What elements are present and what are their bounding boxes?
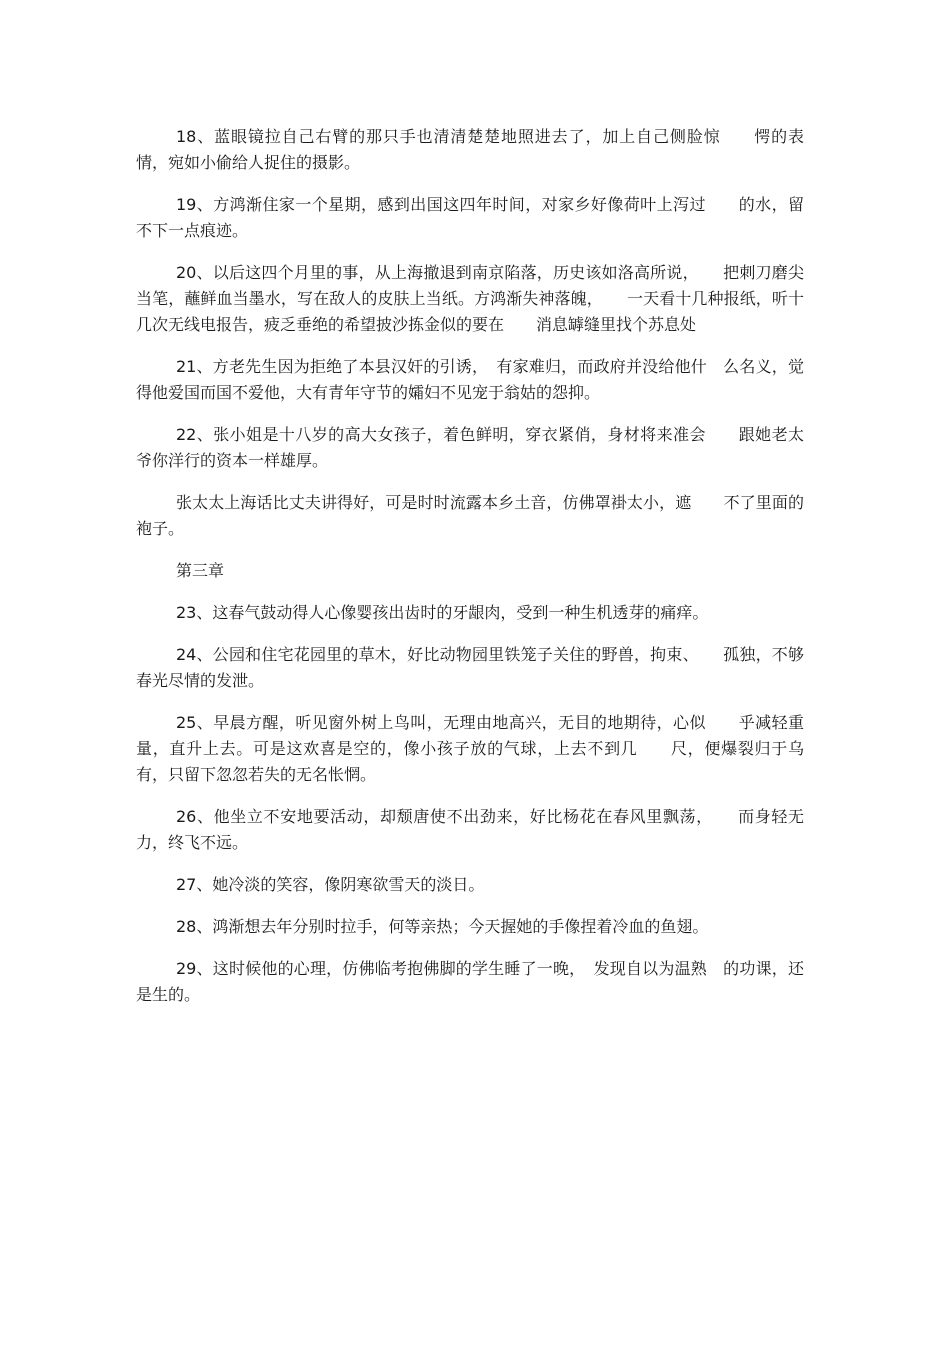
paragraph-23: 23、这春气鼓动得人心像婴孩出齿时的牙龈肉，受到一种生机透芽的痛痒。	[176, 603, 709, 622]
paragraph-18: 18、蓝眼镜拉自己右臂的那只手也清清楚楚地照进去了，加上自己侧脸惊 愕的表情，宛如小偷给人捉住的摄影。	[136, 127, 804, 172]
paragraph-22: 22、张小姐是十八岁的高大女孩子，着色鲜明，穿衣紧俏，身材将来准会 跟她老太爷你洋行的资本一样雄厚。	[136, 425, 804, 470]
paragraph-19: 19、方鸿渐住家一个星期，感到出国这四年时间，对家乡好像荷叶上泻过 的水，留不下一点痕迹。	[136, 195, 804, 240]
paragraph-21: 21、方老先生因为拒绝了本县汉奸的引诱， 有家难归，而政府并没给他什 么名义，觉得他爱国而国不爱他，大有青年守节的孀妇不见宠于翁姑的怨抑。	[136, 357, 804, 402]
document-body	[136, 124, 804, 1024]
paragraph-25: 25、早晨方醒，听见窗外树上鸟叫，无理由地高兴，无目的地期待，心似 乎减轻重量，直升上去。可是这欢喜是空的，像小孩子放的气球，上去不到几 尺，便爆裂归于乌有，只留下忽忽若失的无名怅惘。	[136, 713, 804, 784]
paragraph-27: 27、她冷淡的笑容，像阴寒欲雪天的淡日。	[176, 875, 485, 894]
paragraph-29: 29、这时候他的心理，仿佛临考抱佛脚的学生睡了一晚， 发现自以为温熟 的功课，还是生的。	[136, 959, 804, 1004]
chapter-heading: 第三章	[176, 561, 225, 580]
paragraph-24: 24、公园和住宅花园里的草木，好比动物园里铁笼子关住的野兽，拘束、 孤独，不够春光尽情的发泄。	[136, 645, 804, 690]
paragraph-22-continued: 张太太上海话比丈夫讲得好，可是时时流露本乡土音，仿佛罩褂太小，遮 不了里面的袍子。	[136, 493, 804, 538]
paragraph-28: 28、鸿渐想去年分别时拉手，何等亲热；今天握她的手像捏着冷血的鱼翅。	[176, 917, 709, 936]
paragraph-20: 20、以后这四个月里的事，从上海撤退到南京陷落，历史该如洛高所说， 把刺刀磨尖当笔，蘸鲜血当墨水，写在敌人的皮肤上当纸。方鸿渐失神落魄， 一天看十几种报纸，听十几次无线电报告，疲乏垂绝的希望披沙拣金似的要在 消息罅缝里找个苏息处	[136, 263, 804, 334]
paragraph-26: 26、他坐立不安地要活动，却颓唐使不出劲来，好比杨花在春风里飘荡， 而身轻无力，终飞不远。	[136, 807, 804, 852]
